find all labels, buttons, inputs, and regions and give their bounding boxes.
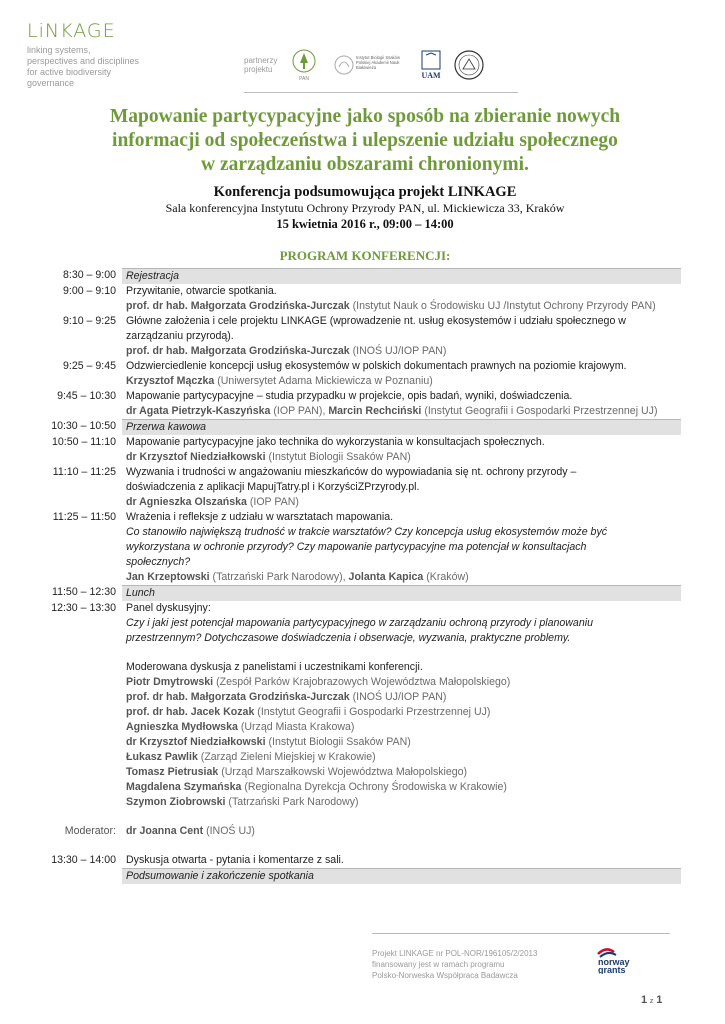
agenda-time: 11:10 – 11:25 xyxy=(52,466,116,478)
title-line: Mapowanie partycypacyjne jako sposób na zbieranie nowych xyxy=(109,106,621,127)
agenda-line xyxy=(126,555,681,570)
agenda-content xyxy=(126,465,681,510)
speaker-affiliation: (Kraków) xyxy=(423,571,469,583)
speaker-name: Piotr Dmytrowski xyxy=(126,676,214,688)
agenda-line xyxy=(126,404,681,419)
agenda-content xyxy=(126,314,681,359)
page-number xyxy=(641,994,662,1006)
partners-strip xyxy=(244,47,486,83)
agenda-text: Główne założenia i cele projektu LINKAGE (wprowadzenie nt. usług ekosystemów i udziału społecznego w xyxy=(126,315,626,327)
speaker-affiliation: (Urząd Miasta Krakowa) xyxy=(237,721,355,733)
agenda-line xyxy=(126,389,681,404)
agenda-time: 12:30 – 13:30 xyxy=(51,602,116,614)
agenda-time: 13:30 – 14:00 xyxy=(51,854,116,866)
agenda-line xyxy=(126,269,681,284)
agenda-time: 10:30 – 10:50 xyxy=(51,420,116,432)
speaker-name: Łukasz Pawlik xyxy=(126,751,198,763)
iop-pan-logo-text: PAN xyxy=(299,76,309,82)
footer-line: Polsko-Norweska Współpraca Badawcza xyxy=(372,971,518,980)
agenda-text: Moderowana dyskusja z panelistami i uczestnikami konferencji. xyxy=(126,661,423,673)
norway-grants-logo xyxy=(596,946,644,979)
moderator-label: Moderator: xyxy=(64,825,116,837)
speaker-affiliation: (Zespół Parków Krajobrazowych Województwa Małopolskiego) xyxy=(213,676,511,688)
speaker-name: prof. dr hab. Małgorzata Grodzińska-Jurczak xyxy=(126,691,350,703)
agenda-row xyxy=(40,601,681,824)
agenda-text: doświadczenia z aplikacji MapujTatry.pl i KorzyściZPrzyrody.pl. xyxy=(126,481,420,493)
partners-label-line: projektu xyxy=(244,65,273,74)
speaker-affiliation: (IOP PAN), xyxy=(270,405,329,417)
agenda-line xyxy=(126,720,681,735)
speaker-name: prof. dr hab. Małgorzata Grodzińska-Jurczak xyxy=(126,300,350,312)
agenda-line xyxy=(126,824,681,839)
speaker-name: dr Krzysztof Niedziałkowski xyxy=(126,451,266,463)
tagline-line: governance xyxy=(27,78,75,88)
agenda-content xyxy=(122,268,681,284)
footer-divider xyxy=(372,933,670,934)
speaker-affiliation: (INOŚ UJ/IOP PAN) xyxy=(349,345,447,357)
agenda-time: 11:50 – 12:30 xyxy=(51,586,116,598)
footer-funding-note xyxy=(372,948,537,981)
footer-line: finansowany jest w ramach programu xyxy=(372,960,505,969)
conference-info xyxy=(60,183,670,232)
agenda-content xyxy=(122,585,681,601)
agenda-line xyxy=(126,631,681,646)
agenda-line xyxy=(126,299,681,314)
partners-label xyxy=(244,56,276,74)
agenda-line xyxy=(126,525,681,540)
agenda-text: Przywitanie, otwarcie spotkania. xyxy=(126,285,277,297)
agenda-break-row xyxy=(40,585,681,601)
speaker-affiliation: (Instytut Biologii Ssaków PAN) xyxy=(265,451,411,463)
agenda-text: Odzwierciedlenie koncepcji usług ekosystemów w polskich dokumentach prawnych na poziomie krajowym. xyxy=(126,360,627,372)
speaker-affiliation: (IOP PAN) xyxy=(246,496,299,508)
agenda-line xyxy=(126,586,681,601)
agenda-row xyxy=(40,824,681,853)
speaker-affiliation: (Urząd Marszałkowski Województwa Małopolskiego) xyxy=(218,766,468,778)
agenda-row xyxy=(40,435,681,465)
agenda-text: Rejestracja xyxy=(126,270,179,282)
speaker-name: prof. dr hab. Małgorzata Grodzińska-Jurczak xyxy=(126,345,350,357)
agenda-row xyxy=(40,359,681,389)
agenda-line xyxy=(126,510,681,525)
agenda-line xyxy=(126,765,681,780)
speaker-name: dr Agata Pietrzyk-Kaszyńska xyxy=(126,405,271,417)
agenda-time: 10:50 – 11:10 xyxy=(51,436,116,448)
agenda-text: Lunch xyxy=(126,587,155,599)
speaker-affiliation: (Instytut Geografii i Gospodarki Przestrzennej UJ) xyxy=(254,706,491,718)
agenda-text: Mapowanie partycypacyjne – studia przypadku w projekcie, opis badań, wyniki, doświadczenia. xyxy=(126,390,573,402)
partners-label-line: partnerzy xyxy=(244,56,278,65)
agenda-content xyxy=(126,510,681,585)
speaker-affiliation: (Instytut Biologii Ssaków PAN) xyxy=(265,736,411,748)
agenda-line xyxy=(126,465,681,480)
agenda-line xyxy=(126,495,681,510)
agenda-text: Co stanowiło największą trudność w trakcie warsztatów? Czy koncepcja usług ekosystemów może być xyxy=(126,526,608,538)
agenda-content xyxy=(126,389,681,419)
agenda-text: przestrzennym? Dotychczasowe doświadczenia i obserwacje, wyzwania, praktyczne problemy. xyxy=(126,632,571,644)
agenda-line xyxy=(126,616,681,631)
uam-logo xyxy=(418,47,444,83)
agenda-line xyxy=(126,314,681,329)
document-title xyxy=(60,105,670,177)
agenda-content xyxy=(126,824,681,853)
speaker-name: Jan Krzeptowski xyxy=(126,571,210,583)
logo-tagline xyxy=(27,45,139,89)
agenda-line xyxy=(126,810,681,824)
agenda-time: 9:00 – 9:10 xyxy=(62,285,116,297)
speaker-affiliation: (Regionalna Dyrekcja Ochrony Środowiska w Krakowie) xyxy=(241,781,507,793)
agenda-line xyxy=(126,420,681,435)
agenda-content xyxy=(122,868,681,884)
speaker-affiliation: (Tatrzański Park Narodowy) xyxy=(225,796,359,808)
agenda-line xyxy=(126,853,681,868)
agenda-line xyxy=(126,359,681,374)
agenda-line xyxy=(126,329,681,344)
agenda-content xyxy=(126,601,681,824)
header-divider xyxy=(244,92,518,93)
agenda-text: Czy i jaki jest potencjał mapowania partycypacyjnego w zarządzaniu ochroną przyrody i planowaniu xyxy=(126,617,593,629)
agenda-line xyxy=(126,795,681,810)
speaker-affiliation: (Instytut Nauk o Środowisku UJ /Instytut Ochrony Przyrody PAN) xyxy=(349,300,656,312)
agenda-line xyxy=(126,480,681,495)
tagline-line: linking systems, xyxy=(27,45,91,55)
agenda-line xyxy=(126,705,681,720)
uam-logo-text: UAM xyxy=(421,71,441,80)
page-current: 1 xyxy=(641,994,648,1006)
agenda-line xyxy=(126,690,681,705)
agenda-text: Wrażenia i refleksje z udziału w warsztatach mapowania. xyxy=(126,511,394,523)
agenda-line xyxy=(126,660,681,675)
agenda-break-row xyxy=(40,268,681,284)
norway-logo-line1: norway xyxy=(598,957,630,967)
agenda-time: 11:25 – 11:50 xyxy=(52,511,116,523)
conference-name: Konferencja podsumowująca projekt LINKAGE xyxy=(213,184,517,200)
speaker-name: dr Krzysztof Niedziałkowski xyxy=(126,736,266,748)
agenda-line xyxy=(126,780,681,795)
footer-line: Projekt LINKAGE nr POL-NOR/196105/2/2013 xyxy=(372,949,538,958)
speaker-affiliation: (INOŚ UJ) xyxy=(203,825,255,837)
speaker-name: Magdalena Szymańska xyxy=(126,781,242,793)
title-line: w zarządzaniu obszarami chronionymi. xyxy=(201,154,529,175)
agenda-row xyxy=(40,510,681,585)
agenda-line xyxy=(126,869,681,884)
agenda-line xyxy=(126,374,681,389)
agenda-text: Podsumowanie i zakończenie spotkania xyxy=(126,870,314,882)
agenda-time: 9:25 – 9:45 xyxy=(62,360,116,372)
agenda-row xyxy=(40,465,681,510)
agenda-content xyxy=(126,284,681,314)
agenda-line xyxy=(126,284,681,299)
agenda-line xyxy=(126,601,681,616)
agenda-text: społecznych? xyxy=(126,556,191,568)
agenda-time: 9:10 – 9:25 xyxy=(62,315,116,327)
agenda-row xyxy=(40,389,681,419)
agenda-text: wykorzystana w ochronie przyrody? Czy mapowanie partycypacyjne ma potencjał w konsultacjach xyxy=(126,541,587,553)
speaker-name: Tomasz Pietrusiak xyxy=(126,766,219,778)
speaker-name: Szymon Ziobrowski xyxy=(126,796,226,808)
agenda-text: Panel dyskusyjny: xyxy=(126,602,211,614)
speaker-name: Jolanta Kapica xyxy=(348,571,424,583)
agenda-row xyxy=(40,853,681,868)
agenda-time xyxy=(40,868,126,884)
speaker-name: Marcin Rechciński xyxy=(328,405,422,417)
program-heading: PROGRAM KONFERENCJI: xyxy=(279,248,451,263)
agenda-break-row xyxy=(40,868,681,884)
title-line: informacji od społeczeństwa i ulepszenie udziału społecznego xyxy=(112,130,618,151)
agenda-time: 8:30 – 9:00 xyxy=(62,269,116,281)
agenda-line xyxy=(126,435,681,450)
speaker-name: prof. dr hab. Jacek Kozak xyxy=(126,706,255,718)
agenda-text: Wyzwania i trudności w angażowaniu mieszkańców do wypowiadania się nt. ochrony przyrody – xyxy=(126,466,577,478)
ibs-pan-logo xyxy=(332,47,410,83)
tagline-line: perspectives and disciplines xyxy=(27,56,140,66)
agenda-line xyxy=(126,750,681,765)
agenda-text: Przerwa kawowa xyxy=(126,421,207,433)
agenda-content xyxy=(126,359,681,389)
speaker-affiliation: (Tatrzański Park Narodowy), xyxy=(209,571,349,583)
agenda-content xyxy=(126,853,681,868)
agenda-table xyxy=(40,268,681,884)
agenda-text: Mapowanie partycypacyjne jako technika do wykorzystania w konsultacjach społecznych. xyxy=(126,436,545,448)
ibs-pan-logo-text: Instytut Biologii Ssaków Polskiej Akademii Nauk Białowieża xyxy=(356,55,400,70)
agenda-row xyxy=(40,314,681,359)
iop-pan-logo xyxy=(284,47,324,83)
speaker-affiliation: (Zarząd Zieleni Miejskiej w Krakowie) xyxy=(197,751,376,763)
agenda-text: Dyskusja otwarta - pytania i komentarze z sali. xyxy=(126,854,344,866)
agenda-text: zarządzaniu przyrodą). xyxy=(126,330,234,342)
speaker-name: Agnieszka Mydłowska xyxy=(126,721,238,733)
agenda-line xyxy=(126,735,681,750)
uj-seal-logo xyxy=(452,47,486,83)
speaker-name: dr Agnieszka Olszańska xyxy=(126,496,247,508)
agenda-content xyxy=(122,419,681,435)
conference-venue: Sala konferencyjna Instytutu Ochrony Przyrody PAN, ul. Mickiewicza 33, Kraków xyxy=(165,201,565,215)
conference-date: 15 kwietnia 2016 r., 09:00 – 14:00 xyxy=(276,217,454,231)
speaker-affiliation: (INOŚ UJ/IOP PAN) xyxy=(349,691,447,703)
norway-logo-line2: grants xyxy=(598,965,626,974)
agenda-content xyxy=(126,435,681,465)
page-sep: z xyxy=(649,998,654,1005)
agenda-line xyxy=(126,646,681,660)
agenda-line xyxy=(126,839,681,853)
agenda-break-row xyxy=(40,419,681,435)
speaker-name: Krzysztof Mączka xyxy=(126,375,215,387)
agenda-row xyxy=(40,284,681,314)
agenda-time: 9:45 – 10:30 xyxy=(57,390,116,402)
speaker-name: dr Joanna Cent xyxy=(126,825,204,837)
page-total: 1 xyxy=(656,994,663,1006)
logo-wordmark: LiNKAGE xyxy=(27,20,116,42)
speaker-affiliation: (Uniwersytet Adama Mickiewicza w Poznaniu) xyxy=(214,375,433,387)
speaker-affiliation: (Instytut Geografii i Gospodarki Przestrzennej UJ) xyxy=(421,405,658,417)
agenda-line xyxy=(126,675,681,690)
agenda-line xyxy=(126,540,681,555)
tagline-line: for active biodiversity xyxy=(27,67,112,77)
linkage-logo xyxy=(27,20,139,89)
agenda-line xyxy=(126,570,681,585)
agenda-line xyxy=(126,450,681,465)
agenda-line xyxy=(126,344,681,359)
